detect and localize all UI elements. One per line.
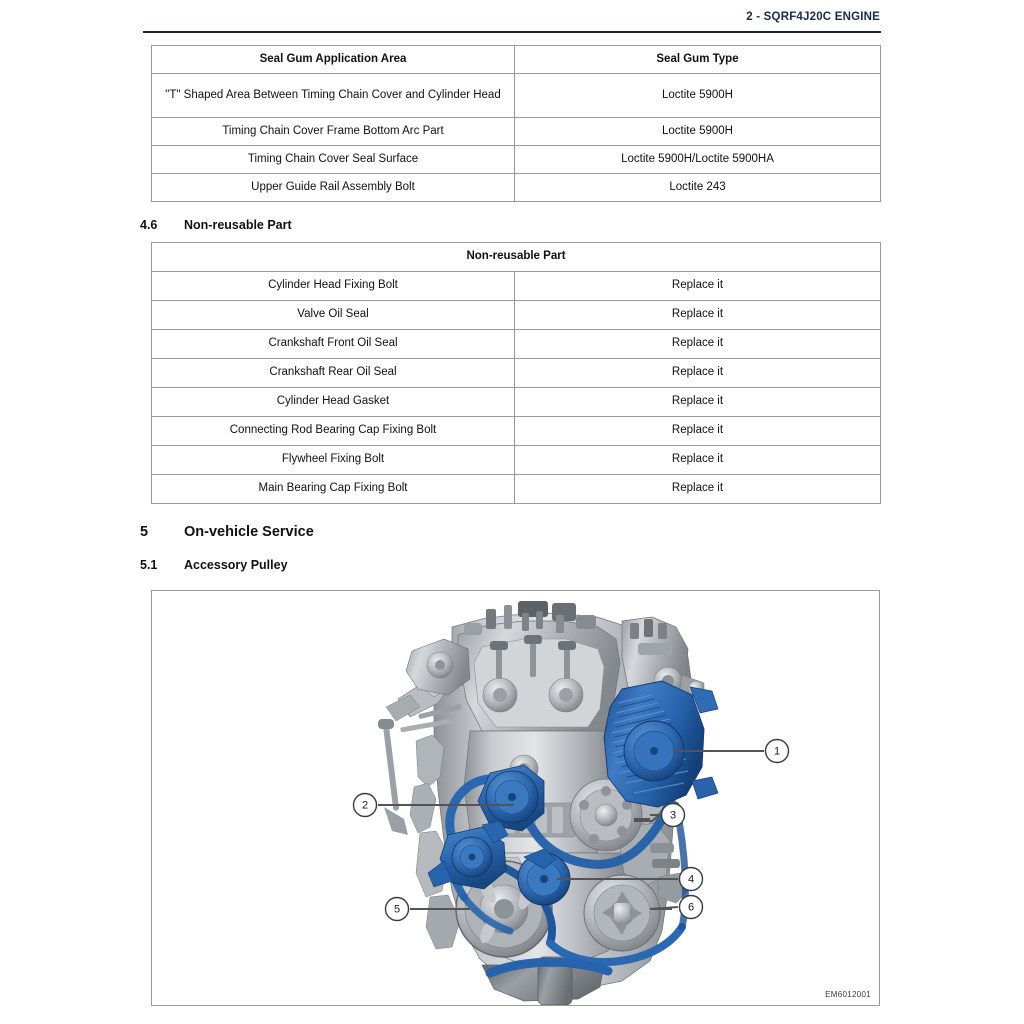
table-row [152, 301, 881, 330]
callout-label: 4 [687, 873, 695, 886]
cell-area: Timing Chain Cover Seal Surface [152, 146, 515, 174]
column-header-seal-gum-area: Seal Gum Application Area [152, 46, 515, 74]
cell-part: Crankshaft Front Oil Seal [152, 330, 515, 359]
table-row [152, 74, 881, 118]
cell-action: Replace it [515, 272, 881, 301]
accessory-pulley-figure [151, 590, 880, 1006]
cell-part: Crankshaft Rear Oil Seal [152, 359, 515, 388]
table-header-row [152, 243, 881, 272]
alternator-graphic [604, 681, 718, 807]
cell-part: Cylinder Head Gasket [152, 388, 515, 417]
table-row [152, 475, 881, 504]
figure-id-label: EM6012001 [825, 990, 871, 999]
table-row [152, 118, 881, 146]
cell-area: Timing Chain Cover Frame Bottom Arc Part [152, 118, 515, 146]
cell-action: Replace it [515, 417, 881, 446]
cell-part: Flywheel Fixing Bolt [152, 446, 515, 475]
cell-action: Replace it [515, 301, 881, 330]
table-row [152, 417, 881, 446]
cell-action: Replace it [515, 359, 881, 388]
cell-area: "T" Shaped Area Between Timing Chain Cover and Cylinder Head [152, 74, 515, 118]
section-number: 5 [140, 524, 149, 540]
page-content [140, 45, 880, 1006]
cell-part: Connecting Rod Bearing Cap Fixing Bolt [152, 417, 515, 446]
table-header-row [152, 46, 881, 74]
page-header [0, 0, 1024, 36]
table-row [152, 388, 881, 417]
cell-area: Upper Guide Rail Assembly Bolt [152, 174, 515, 202]
callout-label: 2 [361, 799, 369, 812]
seal-gum-table [151, 45, 881, 202]
callout-label: 5 [393, 903, 401, 916]
table-row [152, 446, 881, 475]
section-heading-5 [140, 524, 880, 540]
section-title: On-vehicle Service [184, 524, 314, 540]
table-row [152, 146, 881, 174]
section-number: 4.6 [140, 218, 158, 232]
cell-part: Valve Oil Seal [152, 301, 515, 330]
table-row [152, 174, 881, 202]
table-row [152, 272, 881, 301]
cell-type: Loctite 5900H [515, 74, 881, 118]
callout-label: 1 [773, 745, 781, 758]
section-title: Accessory Pulley [184, 558, 288, 572]
cell-type: Loctite 5900H [515, 118, 881, 146]
section-heading-5-1 [140, 558, 880, 572]
cell-action: Replace it [515, 446, 881, 475]
table-row [152, 359, 881, 388]
column-header-non-reusable-part: Non-reusable Part [152, 243, 881, 272]
cell-action: Replace it [515, 475, 881, 504]
cell-part: Cylinder Head Fixing Bolt [152, 272, 515, 301]
engine-illustration [152, 591, 879, 1005]
cell-part: Main Bearing Cap Fixing Bolt [152, 475, 515, 504]
cell-action: Replace it [515, 330, 881, 359]
header-divider [143, 31, 881, 33]
column-header-seal-gum-type: Seal Gum Type [515, 46, 881, 74]
cell-action: Replace it [515, 388, 881, 417]
table-row [152, 330, 881, 359]
callout-label: 6 [687, 901, 695, 914]
section-title: Non-reusable Part [184, 218, 292, 232]
cell-type: Loctite 243 [515, 174, 881, 202]
cell-type: Loctite 5900H/Loctite 5900HA [515, 146, 881, 174]
non-reusable-part-table [151, 242, 881, 504]
section-number: 5.1 [140, 558, 158, 572]
header-title: 2 - SQRF4J20C ENGINE [746, 11, 880, 23]
callout-label: 3 [669, 809, 677, 822]
section-heading-4-6 [140, 218, 880, 232]
